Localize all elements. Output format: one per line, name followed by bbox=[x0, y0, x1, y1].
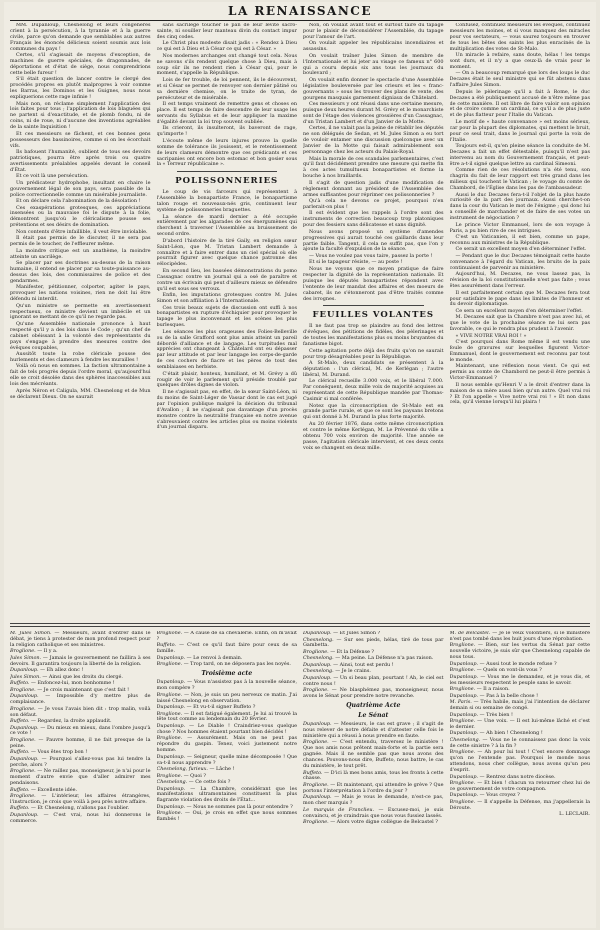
paragraph: Aussi le duc Decazes fera-t-il l'objet de la plus haute curiosité de la part des journaux. Aussi cherche-t-on dans la cour du Vatican le mot de l'énigme ; qui donc lui a conseillé de marchander et de faire de ses votes un instrument de négociation ? bbox=[449, 191, 590, 222]
dialogue-text: — C'est entendu, traversez le ministère ! Que nos amis nous prêtent main-forte et la partie sera gagnée. Mais il ne semble pas que nous avons des chances. Pouvons-nous dire, Buffeto, nous battre, le cas du ministère, le tout prêt. bbox=[303, 739, 444, 770]
dialogue-lines bbox=[10, 631, 151, 825]
paragraph: Ces messieurs y ont réussi dans une certaine mesure, puisque deux heures durant M. Grévy et le monarchiste sont de l'étage des violences grossières d'un Cassagnac, d'un Tristan Lambert et d'un Janvier de la Motte. bbox=[303, 101, 444, 125]
dialogue-text: — Eh allez donc ! bbox=[40, 667, 84, 674]
dialogue-text: — Bien, sur les vertus du Sénat par cette nouvelle victoire, je suis sûr que Chesnelong capable de nous tous. bbox=[449, 642, 590, 661]
column-1-text bbox=[10, 23, 151, 400]
column-3-text bbox=[303, 23, 444, 302]
dialogue-text: — Enfoncez-lui, mon bonhomme ! bbox=[31, 680, 115, 687]
dialogue-text: — Ainsi que les droits du clergé. bbox=[42, 673, 123, 680]
speaker-name: Jules Simon. bbox=[10, 654, 43, 661]
paragraph: Et ce voit là une persécution. bbox=[16, 173, 89, 180]
dialogue-text: — Excellente idée. bbox=[31, 786, 78, 793]
speaker-name: Broglione. bbox=[156, 631, 184, 636]
author-signature: L. LECLAIR. bbox=[559, 811, 590, 818]
paragraph: Et on déclare cela l'abomination de la désolation ! bbox=[16, 198, 141, 205]
speaker-name: Dupanloup. bbox=[10, 667, 41, 674]
speaker-name: Dupanloup. bbox=[156, 704, 187, 711]
act-subheading: Le Sénat bbox=[358, 712, 389, 720]
feuilleton-rule bbox=[10, 623, 590, 624]
paragraph: Nos modernes archanges ont changé tout cela. Nous ne savons s'ils rendent quelque chose à Dieu, mais à coup sûr ils ne rendent rien à César qui, pour le moment, s'appelle la République. bbox=[156, 52, 297, 77]
dialogue-line bbox=[157, 755, 298, 767]
dialogue-text: — Non, je suis un peu nerveux ce matin. J'ai laissé Chesnelong en observation. bbox=[156, 691, 297, 704]
paragraph: Nous ne voyons que ce moyen pratique de faire respecter la dignité de la représentation nationale. Et puisque les députés bonapartistes répondent avec l'entente de leur mandat des affaires et des moeurs de cabaret, ils ne s'étonneront pas d'être traités comme des ivrognes. bbox=[303, 265, 444, 302]
dialogue-text: — Je le crains. bbox=[335, 668, 371, 675]
dialogue-text: — Vous êtes trop bon ! bbox=[31, 749, 88, 756]
dialogue-lines bbox=[450, 631, 591, 812]
dialogue-line bbox=[10, 738, 151, 750]
speaker-name: Broglione. bbox=[10, 736, 39, 743]
paragraph: Ce serait un excellent moyen d'en déterminer l'effet. bbox=[455, 246, 587, 253]
dialogue-text: — Je vous l'avais bien dit : trop malin, voilà son défaut. bbox=[10, 705, 151, 718]
dialogue-text: — Ainsi, tout est perdu ! bbox=[333, 661, 394, 668]
dialogue-text: — Quoi ? bbox=[183, 772, 207, 779]
dialogue-text: — Vous me le demandez, et je vous dis, et les messieurs respectent le peuple sans le savoir. bbox=[449, 673, 590, 686]
dialogue-line bbox=[10, 813, 151, 825]
speaker-name: Dupanloup. bbox=[156, 803, 187, 810]
dialogue-line bbox=[450, 643, 591, 661]
section-divider bbox=[177, 171, 278, 172]
paragraph: Le clérical recueille 3.000 voix, et le libéral 7.000. Par conséquent, deux mille voix de majorité acquises au représentant de cette République mandée par Thomas-Casimir si mal conférée. bbox=[303, 378, 444, 403]
speaker-name: Dupanloup. bbox=[449, 711, 480, 718]
speaker-name: Dupanloup. bbox=[303, 674, 334, 681]
speaker-name: Broglione. bbox=[303, 739, 332, 746]
paragraph: Maintenant, une réflexion nous vient. Ce qui est permis au comte de Chambord ne peut-il être permis à Victor-Emmanuel ? bbox=[449, 363, 590, 382]
dialogue-line bbox=[10, 726, 151, 738]
speaker-name: Broglione. bbox=[303, 781, 331, 788]
speaker-name: Chesnelong. bbox=[303, 655, 336, 662]
dialogue-text: — Trop tard, on ne déposera pas les noyés. bbox=[183, 661, 291, 668]
dialogue-lines bbox=[157, 631, 298, 668]
dialogue-lines bbox=[303, 722, 444, 826]
dialogue-line bbox=[157, 631, 298, 643]
dialogue-line bbox=[303, 808, 444, 820]
speaker-name: Buffeto. bbox=[10, 680, 32, 687]
dialogue-text: — Ce cette fois ? bbox=[188, 779, 231, 786]
speaker-name: Broglione. bbox=[303, 687, 332, 694]
dialogue-text: — Et vu-t-il signer Buffeto ? bbox=[186, 704, 256, 711]
speaker-name: Dupanloup. bbox=[10, 693, 46, 700]
paragraph: Mais non, on réclame simplement l'application des lois faites pour tous ; l'application de lois blaguées qui ne partent si d'exactitude, et de plomb fondu, ni de coins, ni de roue, ni d'aucune des inventions agréables de la sainte Inquisition ! bbox=[10, 100, 151, 131]
dialogue-column-3 bbox=[303, 631, 444, 928]
paragraph: Il ne s'agissait pas, en effet, de la sœur Saint-Léon, ni du moins de Saint-Léger de Vassar dont le cas est jugé par l'opinion publique malgré la décision du tribunal d'Avallon ; il ne s'agissait pas davantage d'un procès monstre contre la neutralité française en notre avenue s'abreuvaient contre les articles plus ou moins violents d'un journal disparu. bbox=[156, 388, 297, 431]
dialogue-text: — Vous croyez ? bbox=[479, 792, 520, 799]
dialogue-line bbox=[10, 769, 151, 787]
dialogue-text: — Rentrez dans notre diocèse. bbox=[479, 773, 556, 780]
speaker-name: M. Paris. bbox=[449, 699, 474, 706]
dialogue-line bbox=[450, 750, 591, 774]
dialogue-line bbox=[303, 676, 444, 688]
paragraph: Ils crieront, ils insulteront, ils baveront de rage, qu'importe ! bbox=[156, 125, 297, 138]
speaker-name: Dupanloup. bbox=[10, 755, 42, 762]
speaker-name: Dupanloup. bbox=[449, 660, 480, 667]
dialogue-lines bbox=[303, 631, 444, 700]
dialogue-text: — Lâche ! bbox=[209, 766, 235, 773]
paragraph: Et ces messieurs se fâchent, et ces bonnes gens possesseurs des bassinoires, comme si on les écorchait vifs. bbox=[10, 130, 151, 149]
speaker-name: Broglione. bbox=[156, 735, 188, 742]
speaker-name: Dupanloup. bbox=[449, 792, 480, 799]
dialogue-text: — Du mieux en mieux, dans l'ombre jusqu'à ce vote ! bbox=[10, 724, 151, 737]
paragraph: Les séances les plus orageuses des Folies-Belleville ou de la salle Grafford sont plus amis atteint un pareil débordé d'alliance et de langage. Les turpitudes mal apprécies ont changeant à Châtelard ont eu dépasser par leur attitude et par leur langage les corps-de-garde de ces cochers de fiacre et les pères de tout des semblaiases en herbiste. bbox=[156, 328, 297, 371]
speaker-name: Dupanloup. bbox=[449, 673, 481, 680]
dialogue-text: — Excusez-moi, je suis convaincu, et je craindrais que nous vous fussiez lassés. bbox=[303, 806, 444, 819]
speaker-name: Buffeto. bbox=[10, 718, 32, 725]
paragraph: Le prince Victor Emmanuel, lors de son voyage à Paris, a pu bien rire de ces intrigues. bbox=[449, 221, 590, 234]
speaker-name: Chesnelong. bbox=[156, 779, 189, 786]
paragraph: Il est parfaitement certain que M. Decazes fera tout pour satisfaire le pape dans les limites de l'honneur et du devoir diplomatique. bbox=[449, 289, 590, 308]
paragraph: On voulait enfin donner le spectacle d'une Assemblée législative bouleversée par les crieurs et les « franc-gouvernants » sous les trouver des plans de vente, des gourgens masquais garnement digniaux de Châtelard. bbox=[303, 76, 444, 101]
paragraph: D'abord l'histoire de la tiré Gaily, en religion sœur Saint-Léon, que M. Tristan Lambert demande à connaître et à faire entrer dans un ciel spécial où elle pourrait figurer avec quelque chance patronne des vélocipèdes. bbox=[156, 237, 297, 268]
speaker-name: Broglione. bbox=[449, 686, 477, 693]
paragraph: La séance de mardi dernier a été occupée entièrement par les algarades de ces énergumènes qui cherchent à traverser l'Assemblée au bruissement de second ordre. bbox=[156, 213, 297, 238]
speaker-name: Broglione. bbox=[449, 642, 478, 649]
dialogue-line bbox=[157, 736, 298, 754]
dialogue-text: — Je le veux volontiers, si le ministère n'est pas tombé dans les huit jours d'une réprobation. bbox=[449, 631, 590, 642]
speaker-name: Dupanloup. bbox=[10, 811, 44, 818]
dialogue-text: — La Chambre, considérant que les manifestations ultramontaines constituent la plus flagrante violation des droits de l'État... bbox=[156, 785, 297, 804]
dialogue-text: — Il a raison. bbox=[476, 686, 510, 693]
dialogue-line bbox=[450, 719, 591, 731]
dialogue-line bbox=[157, 787, 298, 805]
top-column-2 bbox=[157, 23, 298, 619]
speaker-name: Le marquis de Franclieu. bbox=[303, 806, 379, 813]
dialogue-line bbox=[303, 783, 444, 795]
feuilleton-rule bbox=[10, 626, 590, 627]
paragraph: sans sacrilège toucher le pan de leur lévite sacro-sainte, ni souiller leur manteau divin du contact impur des cinq codes. bbox=[156, 23, 297, 40]
dialogue-text: — Assurément. Mais on ne peut pas répondre du gaspin. Tenez, voici justement notre homme. bbox=[156, 735, 297, 754]
dialogue-text: — Un si beau plan, pourtant ! Ah, le ciel est contre nous ! bbox=[303, 674, 444, 687]
column-4-text bbox=[450, 23, 591, 406]
dialogue-text: — Et maintenant, qui attendre le grève ? Que portons l'interprétation à l'ordre du jour ? bbox=[303, 781, 444, 794]
paragraph: Aujourd'hui, M. Decazes, ne vous lassez pas, la révision de la loi constitutionnelle n'est pas faite ; vous êtes assurément dans l'erreur. bbox=[449, 271, 590, 290]
paragraph: Qu'à cela ne devons ce projet, pourquoi n'en parlerait-on plus ! bbox=[303, 198, 444, 210]
dialogue-line bbox=[10, 656, 151, 668]
dialogue-line bbox=[450, 738, 591, 750]
dialogue-text: — Alors votre digne collègue de Belcastel ? bbox=[330, 819, 438, 826]
paragraph: Un prédicateur hydrophobe, insultant en chaire le gouvernement légal de son pays, sera passible de la police correctionnelle comme un misérable journaliste. bbox=[10, 179, 151, 198]
speaker-name: Broglione. bbox=[10, 768, 38, 775]
dialogue-text: — Sur ses pieds, hélas, tiré de tous par Gambetta. bbox=[303, 636, 444, 649]
dialogue-column-4 bbox=[450, 631, 591, 928]
dialogue-text: — Il y a. bbox=[37, 648, 58, 655]
speaker-name: Broglione. bbox=[449, 667, 477, 674]
dialogue-text: — C'est ce qu'il faut faire pour ceux de sa famille. bbox=[156, 642, 297, 655]
speaker-name: Broglione. bbox=[449, 798, 478, 805]
paragraph: On voulait traîner Jules Simon de membre de l'Internationale et lui jeter au visage ce fameux n° 600 qui a couru depuis six ans tous les journaux du boulevard ; bbox=[303, 52, 444, 77]
act-heading: Quatrième Acte bbox=[346, 702, 401, 710]
dialogue-line bbox=[303, 795, 444, 807]
paragraph: Qu'un ministre se permette en avertissement respectueux, ce ministre devient un imbécile et un ignorant se mettant de ce qu'il ne regarde pas. bbox=[10, 302, 151, 321]
paragraph: C'est pourquoi dans Rome même il est vendu une foule de gravures sur lesquelles figurent Victor-Emmanuel, dont le gouvernement est reconnu par tout le monde. bbox=[449, 339, 590, 363]
paragraph: Il s'agit de question jadis d'une modification de règlement donnant au président de l'Assemblée des armes suffisantes pour réprimer ces polissonneries ? bbox=[303, 179, 444, 198]
paragraph: Le coup de vis farceurs qui représentent à l'Assemblée la bonapartiste France, le bonapartisme talon rouge et nouveaux-nés gris, continuent leur système de polissonneries braguettes. bbox=[156, 189, 297, 214]
paragraph: A St-Malo, deux candidats se présentent à la députation : l'un clérical, M. de Kerlégan ; l'autre libéral, M. Durand. bbox=[303, 360, 444, 378]
paragraph: MM. Dupanloup, Chesnelong et leurs congénères crient à la persécution, à la tyrannie et à la guerre civile, parce qu'on demande que semblables aux autres Français les énoncés délicieux soient soumis aux lois communes du pays ! bbox=[10, 23, 151, 52]
speaker-name: Dupanloup. bbox=[449, 773, 480, 780]
paragraph: C'était plaisir, honteux, humiliant, et M. Grévy a dû rougir de voir le parlement qu'il préside troublé par quelques drôles dignes de violon. bbox=[156, 370, 297, 389]
dialogue-line bbox=[450, 675, 591, 687]
dialogue-text: — Vous n'assistez pas à la nouvelle séance, mon compère ? bbox=[156, 679, 297, 692]
dialogue-text: — Impossible d'y mettre plus de complaisance. bbox=[10, 693, 151, 706]
speaker-name: Dupanloup. bbox=[303, 721, 334, 728]
dialogue-text: — Seigneur, quelle mine décomposée ! Que va-t-il nous apprendre ? bbox=[156, 753, 297, 766]
dialogue-line bbox=[10, 794, 151, 806]
speaker-name: Dupanloup. bbox=[156, 785, 191, 792]
dialogue-line bbox=[303, 688, 444, 700]
paragraph: Ils bafouent l'humanité, oublient de tous ses devoirs patriotiques, pourra être après trois ou quatre avertissements préalables appelés devant le conseil d'État. bbox=[10, 149, 151, 173]
dialogue-text: — Vous ne le connaissez pas donc la voix de cette sinistre ? à la fin ? bbox=[449, 736, 590, 749]
paragraph: — Pendant que le duc Decazes témoignait cette haute convenance à l'égard du Vatican, les bruits de la paix continuaient de parvenir au ministère. bbox=[449, 252, 590, 271]
paragraph: Voilà où nous en sommes. La faction ultramontaine a fait de tels progrès depuis l'ordre moral, qu'aujourd'hui elle se croit désolée dans des sphères inaccessibles aux lois des mécréants. bbox=[10, 363, 151, 388]
paragraph: Un miracle à refaire, sans doute, hélas ! les temps sont durs, et il n'y a que ceux-là de vrais pour le moment. bbox=[449, 52, 590, 70]
dialogue-text: — Très bien ! bbox=[479, 711, 513, 718]
speaker-name: Chesnelong, furieux. bbox=[156, 766, 210, 773]
dialogue-text: — Ne blasphémez pas, monseigneur, nous avons le Sénat pour prendre notre revanche. bbox=[303, 687, 444, 700]
dialogue-lines bbox=[157, 680, 298, 823]
dialogue-text: — Très habile, mais j'ai l'intention de déclarer demain si ou semaine de congé. bbox=[449, 699, 590, 712]
speaker-name: Chesnelong. bbox=[303, 636, 337, 643]
dialogue-text: — Regardez, la droite applaudit. bbox=[31, 718, 112, 725]
dialogue-text: — Et Chesnelong, n'allons pas l'oublier. bbox=[31, 805, 130, 812]
speaker-name: Broglione. bbox=[156, 661, 184, 668]
speaker-name: Dupanloup. bbox=[303, 631, 334, 636]
speaker-name: Dupanloup. bbox=[303, 661, 334, 668]
dialogue-line bbox=[10, 631, 151, 649]
paragraph: Ces exaspérations grotesques, ces appréciations insensées ou la mauvaise foi le dispute à la folie, démontrent jusqu'où le cléricalisme pousse ses prétentions et ses désirs de domination. bbox=[10, 204, 151, 229]
dialogue-text: — Je crois maintenant que c'est fait ! bbox=[37, 686, 130, 693]
polissonneries-text bbox=[157, 190, 298, 431]
paragraph: Il est évident que les rappels à l'ordre sont des instruments de correction beaucoup trop platoniques pour des fessiers sans délicatesse et sans dignité. bbox=[303, 210, 444, 229]
act-heading: Troisième acte bbox=[201, 670, 253, 678]
speaker-name: Dupanloup. bbox=[156, 679, 188, 686]
paragraph: Lois de fer trouble, de loi pennent, ils le découvrent, et si César se permet de renvoyer son dernier pâtiné ou sa dernière chemise, on le traite de tyran, de persécuteur et de misérable. bbox=[156, 76, 297, 101]
dialogue-text: — Ma peine. La Défense n'a pas raison. bbox=[335, 655, 434, 662]
dialogue-text: — Mais je vous le demande, n'est-ce pas, mon cher marquis ? bbox=[303, 794, 444, 807]
dialogue-line bbox=[303, 740, 444, 770]
paragraph: Manifester, pétitionner, colporter, agiter le pays, provoquer les nations voisines, rien ne doit lui être défendu ni interdit. bbox=[10, 284, 151, 303]
dialogue-text: — Aussi tout le monde refuse ? bbox=[479, 660, 557, 667]
dialogue-text: — Ah pour lui tout ! C'est encore dommage qu'on ne l'entende pas. Pourquoi le monde nous attendons, nous cher collègue, nous avons qu'un peu d'esprit. bbox=[449, 749, 590, 774]
paragraph: Enfin, les imputations grotesques contre M. Jules Simon et son affiliation à l'Internationale. bbox=[156, 292, 297, 304]
paragraph: M. Decazes sait que la Chambre n'est pas avec lui, et que le vote de la prochaine séance ne lui sera pas favorable, ce qui le rendra plus prudent à l'avenir. bbox=[449, 314, 590, 333]
paragraph: Ces trois beaux sujets de discussion ont suffi à nos bonapartistes en rupture d'échiquier pour provoquer le tapage le plus inconvenant et les scènes les plus burlesques. bbox=[156, 304, 297, 329]
dialogue-text: — Ne raillez pas, monseigneur, je n'ai pour le moment d'autre envie que d'aller admirer mes pendaisons. bbox=[10, 768, 151, 787]
paragraph: Certes, il ne valait pas la peine de rétablir les députés ne son délégués de Sedan, et M. Jules Simon a eu tort de vouloir entamer une discussion quelconque avec un Janvier de la Motte qui faisait admirablement son personnage chez les acteurs du Palais-Royal. bbox=[303, 125, 444, 155]
top-column-3 bbox=[303, 23, 444, 619]
dialogue-text: — D'ici là mes bons amis, tous les fronts à cette chasse. bbox=[303, 769, 444, 782]
speaker-name: Buffeto. bbox=[10, 749, 32, 756]
dialogue-text: — L'intérieur, les affaires étrangères, l'instruction, je crois que voilà à peu près notre affaire. bbox=[10, 793, 151, 805]
dialogue-text: — Il s'appelle la Défense, ma j'appellerais la Déroute. bbox=[449, 798, 590, 811]
paragraph: Le motif de « haute convenance » est moins sérieux, car pour la plupart des diplomates, qui mettent le bruit, pour ce seul trait, dans le journal qui porte la voix de l'Italie. bbox=[449, 118, 590, 143]
paragraph: Il ne faut pas trop se plaindre au fond des lettres d'évêques, des pétitions de fidèles, des pèlerinages et de toutes les manifestations plus ou moins bruyantes du fanatisme bigot. bbox=[303, 323, 444, 348]
dialogue-line bbox=[157, 662, 298, 668]
speaker-name: Dupanloup. bbox=[449, 692, 480, 699]
dialogue-text: — Jamais le gouvernement ne faillira à ses devoirs. Il garantira toujours la liberté de la religion. bbox=[10, 654, 151, 667]
speaker-name: Broglione. bbox=[449, 718, 478, 725]
dialogue-text: — Pas à la belle chose ! bbox=[479, 692, 539, 699]
dialogue-column-1 bbox=[10, 631, 151, 928]
speaker-name: M. de Belcastel. bbox=[449, 631, 493, 636]
paragraph: Notez que la circonscription de St-Malo est en grande partie rurale, et que ce sont les paysans bretons qui ont donné à M. Durand la plus forte majorité. bbox=[303, 402, 444, 421]
paragraph: Aussitôt toute la robe cléricale pousse des hurlements et des clameurs à fendre les murailles ! bbox=[10, 351, 151, 363]
paragraph: Nous avons proposé un système d'amendes progressives qui aurait touché ces gaillards dans leur partie faible. Tangent, il cela ne suffit pas, que l'on y ajoute la faculté d'expulsion de la séance. bbox=[303, 228, 444, 253]
masthead: LA RENAISSANCE bbox=[228, 4, 372, 18]
dialogue-text: — Ah bien ! Chesnelong ! bbox=[479, 730, 543, 737]
dialogue-text: — Pauvre homme, il ne fait presque de la peine. bbox=[10, 736, 151, 749]
dialogue-line bbox=[303, 722, 444, 740]
dialogue-text: — Messieurs, avant d'entrer dans le débat, je tiens à protester de mon profond respect pour la religion catholique et ses ministres. bbox=[10, 631, 151, 648]
dialogue-line bbox=[450, 800, 591, 812]
paragraph: Mais la morale de ces scandales parlementaires, c'est qu'il faut décidément prendre une mesure qui mette fin à ces actes tumultueux bonapartistes et forme la bouche à nos braillards. bbox=[303, 155, 444, 180]
paragraph: C'est un Vaticanien, il est bien, comme un pape, reconnu aux ministres de la République. bbox=[449, 234, 590, 246]
paragraph: On voulait appeler les républicains incendiaires et assassins. bbox=[303, 40, 444, 53]
feuilles-volantes-text bbox=[303, 324, 444, 451]
speaker-name: Dupanloup. bbox=[10, 724, 41, 731]
dialogue-text: — Oui, je crois en effet que nous sommes flambés ! bbox=[156, 810, 297, 823]
speaker-name: Buffeto. bbox=[10, 805, 32, 812]
paragraph: S'il était question de lancer contre le clergé des procédés propres en plutôt malpropres à voir comme les Barras, les Dominos et les Guignes, nous nous expliquerions cette rage infinie ! bbox=[10, 76, 151, 101]
speaker-name: Broglione. bbox=[10, 686, 38, 693]
speaker-name: Broglione. bbox=[10, 793, 42, 800]
paragraph: Au 20 février 1876, dans cette même circonscription et contre le même Kerlégan, M. Le Prévenné du ville a obtenu 700 voix environ de majorité. Une année se passe, l'agitation cléricale intervient, et ces deux cents voix se changent en deux mille. bbox=[303, 420, 444, 451]
column-2-text bbox=[157, 23, 298, 168]
dialogue-line bbox=[157, 712, 298, 724]
speaker-name: Dupanloup. bbox=[156, 753, 188, 760]
dialogue-text: — C'est vrai, nous lui donnerons le commerce. bbox=[10, 811, 151, 824]
speaker-name: Broglione. bbox=[303, 819, 331, 826]
paragraph: Et si le tapageur résiste, — au poste ! bbox=[309, 259, 403, 266]
dialogue-line bbox=[303, 771, 444, 783]
speaker-name: Broglione. bbox=[156, 710, 184, 717]
paragraph: L'écoute même de leurs injures prouve la quelle somme de tolérance ils jouissent, et le retentissement de leurs clameurs démontre que ces prédicants et ces sacripanies ont encore bon estomac et bon gosier sous la « Terreur républicaine ». bbox=[156, 137, 297, 168]
paragraph: En second lieu, les bassées démonstrations du pomo Cassagnac contre un journal qui a osé de paraître et contre un écrivain qui peut d'ailleurs mieux se défendre qu'il est sous ses verroux. bbox=[156, 267, 297, 292]
dialogue-text: — Et la Défense ? bbox=[330, 648, 375, 655]
dialogue-text: — Une voix. — Il est lui-même lâché et c'est le dernier. bbox=[449, 718, 590, 730]
dialogue-line bbox=[450, 700, 591, 712]
paragraph: « VIVE NOTRE VRAI ROI ! » bbox=[455, 332, 527, 339]
speaker-name: Broglione. bbox=[156, 810, 185, 817]
paragraph: Ce sera un excellent moyen d'en déterminer l'effet. bbox=[455, 307, 583, 314]
paragraph: Cette agitation porte déjà des fruits qu'on ne saurait pour trop désagréables pour la République. bbox=[303, 347, 444, 360]
dialogue-text: — Messieurs, le cas est grave ; il s'agit de nous relever de notre défaite et d'attester celle fois le ministère qui a réussi à nous prendre en faute. bbox=[303, 721, 444, 739]
paragraph: Le Christ plus modeste disait jadis : « Rendez à Dieu ce qui est à Dieu et à César ce qui est à César. » bbox=[156, 40, 297, 53]
paragraph: Confusez, continuez messieurs les évêques, continuez messieurs les moines, et si vous manquez des miracles pour vos sectateurs, — vous saurez toujours en trouver de tous les bêtes des saints les plus enracinés de la multiplication des votes de St-Malo. bbox=[449, 23, 590, 52]
section-divider bbox=[323, 305, 424, 306]
paragraph: Depuis le pèlerinage qu'il a fait à Rome, le duc Decazes a été publiquement accusé de n'être même pas de cette manière. Il est libre de faire valoir son opinion et de croire comme un cardinal, ce qu'il a de plus juste et de plus flatteur pour l'Italie du Vatican. bbox=[449, 88, 590, 119]
paragraph: Se placer par ses doctrines au-dessus de la raison humaine, il entend se placer par sa toute-puissance au-dessus des lois, des commissaires de police et des gendarmes. bbox=[10, 260, 151, 284]
dialogue-line bbox=[157, 643, 298, 655]
speaker-name: Jules Simon. bbox=[10, 673, 43, 680]
dialogue-text: — Et bien ! chacun va retourner chez lui de ce gouvernement de votre compagnon. bbox=[449, 780, 590, 792]
paragraph: Toujours est-il, qu'en pleine séance la conduite de M. Decazes a fait un effet détestable, puisqu'il n'est pas intervenu au nom du Gouvernement français, et peut-être a-t-il signé quelque lettre au cardinal Simeoni. bbox=[449, 143, 590, 167]
speaker-name: Buffeto. bbox=[10, 786, 32, 793]
paragraph: Certes, s'il s'agissait de moyens d'exception, de machines de guerre spéciales, de dragonnades, de déportations et d'état de siège, nous comprendrions cette belle fureur ! bbox=[10, 52, 151, 76]
speaker-name: Buffeto. bbox=[156, 642, 180, 649]
speaker-name: Dupanloup. bbox=[303, 794, 335, 801]
paragraph: Après Néron et Caligula, MM. Chesnelong et de Mun se déclarent Dieux. On ne saurait bbox=[10, 387, 151, 400]
dialogue-text: — Le Diable ! Craindriez-vous quelque chose ? Nos hommes étaient pourtant bien décidés ! bbox=[156, 722, 297, 735]
top-section bbox=[4, 21, 596, 621]
speaker-name: Broglione. bbox=[156, 772, 184, 779]
paragraph: Il était pas permis de le discuter, il ne sera pas permis de le toucher, de l'effleurer même. bbox=[10, 235, 151, 248]
speaker-name: Chesnelong. bbox=[303, 668, 336, 675]
dialogue-text: — Nous ne sommes pas là pour entendre ? bbox=[186, 803, 293, 810]
dialogue-line bbox=[157, 811, 298, 823]
polissonneries-heading: POLISSONNERIES bbox=[175, 176, 279, 187]
paragraph: Non, on voulait avant tout et surtout faire du tapage pour le plaisir de déconsidérer l'Assemblée, du tapage pour l'amour de l'art. bbox=[303, 23, 444, 40]
speaker-name: Broglione. bbox=[10, 705, 38, 712]
paragraph: Il est temps vraiment de remettre gens et choses en place. Il est temps de faire descendre de leur usage les servants du Syllabus et de leur appliquer la maxime d'égalité devant la loi trop souvent oubliée. bbox=[156, 101, 297, 125]
speaker-name: Broglione. bbox=[449, 780, 478, 787]
top-column-4 bbox=[450, 23, 591, 619]
speaker-name: Dupanloup. bbox=[156, 722, 190, 729]
dialogue-line bbox=[450, 781, 591, 793]
speaker-name: Dupanloup. bbox=[449, 730, 480, 737]
speaker-name: Broglione. bbox=[449, 749, 478, 756]
speaker-name: Broglione. bbox=[10, 648, 38, 655]
paragraph: — On a beaucoup remarqué que lors des loups le duc Decazes était le seul ministre qui se fût abstenu dans l'affaire Jules Simon. bbox=[449, 70, 590, 89]
newspaper-page bbox=[4, 2, 596, 928]
dialogue-line bbox=[157, 693, 298, 705]
paragraph: Comme rien de ces résolutions n'a été tenu, son chagrin du fait de leur rapport est très grand dans les milieux qui touchent le Vatican ; le voyage du comte de Chambord, de l'Église dans les pas de l'ambassadeur. bbox=[449, 167, 590, 192]
dialogue-line bbox=[303, 820, 444, 826]
top-column-1 bbox=[10, 23, 151, 619]
dialogue-text: — Quels on vont-ils vous ? bbox=[476, 667, 542, 674]
paragraph: Il nous semble qu'Henri V a le droit d'entrer dans la maison de sa mère aussi bien qu'un autre. Quel vrai roi ? Et l'on appelle « Vive notre vrai roi ! » Et non dans cela, qu'il vienne lorsqu'il lui plaira ! bbox=[449, 381, 590, 406]
dialogue-text: — Pourquoi s'allez-vous pas lui tendre la perche, alors ? bbox=[10, 755, 151, 768]
paragraph: — Vous ne voulez pas vous taire, passez la porte ! bbox=[309, 252, 433, 259]
feuilles-volantes-heading: FEUILLES VOLANTES bbox=[312, 310, 435, 321]
dialogue-text: — Il est fatigué également. Je lui ai trouvé la tête tout comme au lendemain du 20 février. bbox=[156, 710, 297, 723]
speaker-name: Dupanloup. bbox=[156, 654, 187, 661]
dialogue-line bbox=[10, 694, 151, 706]
dialogue-text: — Le renvoi à demain. bbox=[186, 654, 243, 661]
dialogue-section bbox=[4, 629, 596, 928]
dialogue-text: — A cause de sa chevalerie. Enfin, on m'avait ? bbox=[156, 631, 297, 642]
speaker-name: Buffeto. bbox=[303, 769, 325, 776]
paragraph: Qu'une Assemblée nationale prononce à haut respecté qu'il y a des lois dans le Code ; qu'un chef de cabinet obéissant à la volonté des représentants du pays s'engage à prendre des mesures contre des évêques coupables, bbox=[10, 320, 151, 351]
dialogue-column-2 bbox=[157, 631, 298, 928]
speaker-name: Broglione. bbox=[303, 648, 331, 655]
dialogue-line bbox=[157, 680, 298, 692]
dialogue-line bbox=[10, 707, 151, 719]
speaker-name: M. Jules Simon. bbox=[10, 631, 55, 636]
paragraph: Non contents d'être infaillible, il veut être inviolable. bbox=[16, 228, 148, 235]
dialogue-text: — Et Jules Simon ? bbox=[333, 631, 381, 636]
dialogue-line bbox=[157, 724, 298, 736]
dialogue-line bbox=[303, 638, 444, 650]
speaker-name: Broglione. bbox=[156, 691, 185, 698]
dialogue-line bbox=[10, 757, 151, 769]
speaker-name: Chesnelong. bbox=[449, 736, 483, 743]
paragraph: La moindre critique est un anathème, la moindre atteinte un sacrilège. bbox=[10, 247, 151, 260]
